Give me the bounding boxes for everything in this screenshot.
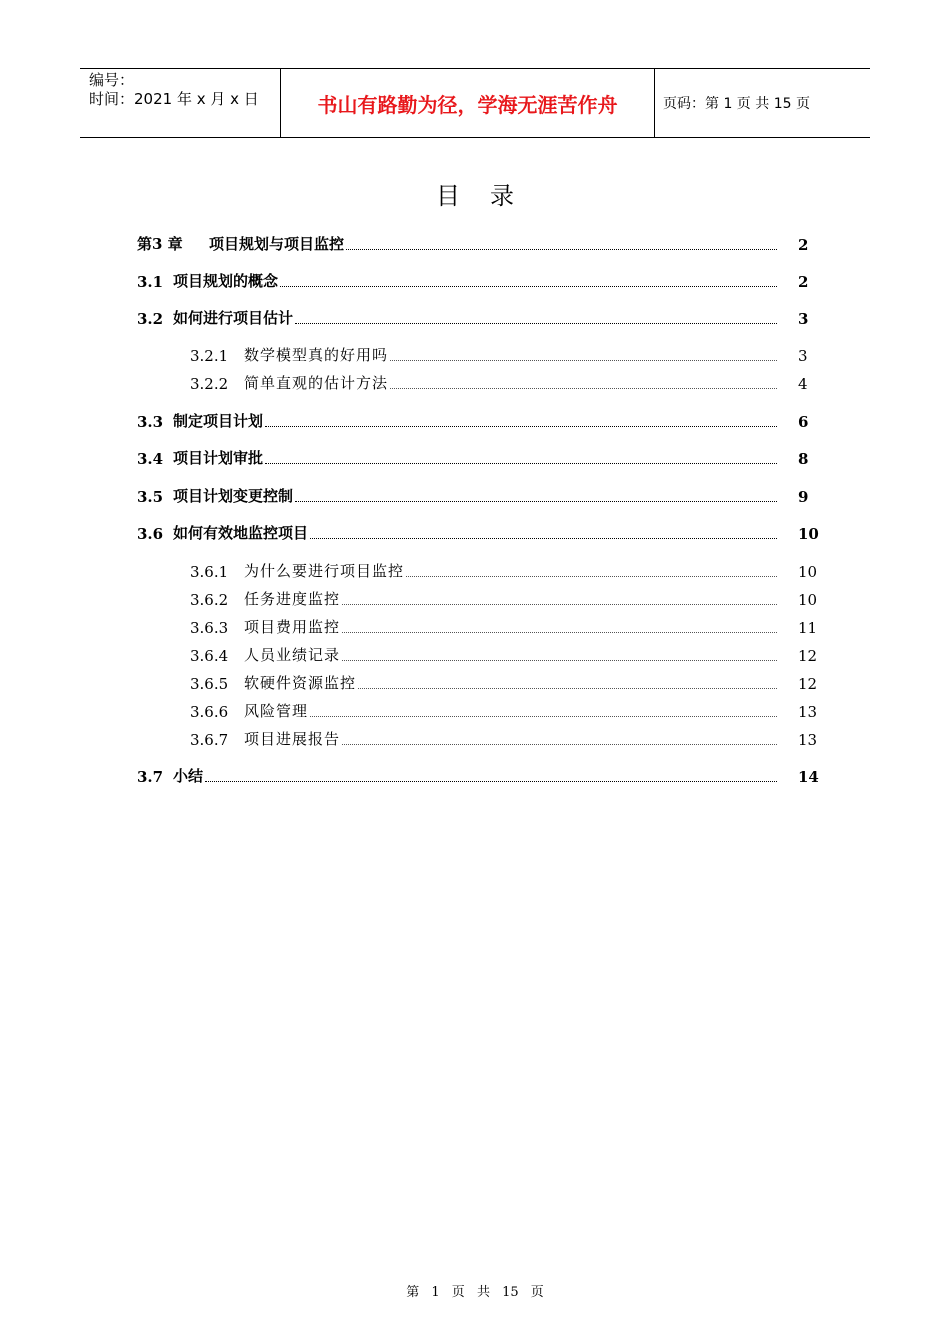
toc-entry-page: 10 bbox=[798, 563, 818, 581]
toc-entry-page: 12 bbox=[798, 647, 818, 665]
toc-entry-title: 项目规划与项目监控 bbox=[209, 235, 345, 253]
serial-number-label: 编号： bbox=[89, 71, 135, 89]
toc-dot-leader bbox=[390, 359, 777, 361]
toc-entry-title: 项目进展报告 bbox=[244, 730, 341, 748]
toc-entry[interactable] bbox=[190, 645, 818, 665]
toc-entry-page: 10 bbox=[798, 591, 818, 609]
toc-entry[interactable] bbox=[190, 373, 808, 393]
toc-dot-leader bbox=[295, 500, 777, 502]
toc-entry[interactable] bbox=[137, 308, 809, 328]
toc-entry-title: 小结 bbox=[173, 767, 204, 785]
toc-entry-page: 12 bbox=[798, 675, 818, 693]
toc-entry[interactable] bbox=[190, 561, 818, 581]
toc-entry[interactable] bbox=[190, 589, 818, 609]
toc-entry-page: 2 bbox=[798, 236, 809, 254]
toc-entry-number: 3.6.6 bbox=[190, 703, 229, 721]
toc-dot-leader bbox=[406, 575, 777, 577]
toc-dot-leader bbox=[390, 387, 777, 389]
toc-entry-title: 风险管理 bbox=[244, 702, 309, 720]
toc-entry[interactable] bbox=[137, 486, 809, 506]
toc-dot-leader bbox=[310, 537, 777, 539]
footer-current-page: 1 bbox=[431, 1285, 440, 1300]
toc-entry-title: 项目规划的概念 bbox=[173, 272, 279, 290]
footer-suffix: 页 bbox=[530, 1285, 544, 1300]
toc-entry-number: 3.6.5 bbox=[190, 675, 229, 693]
toc-entry-page: 13 bbox=[798, 703, 818, 721]
toc-dot-leader bbox=[358, 687, 777, 689]
toc-dot-leader bbox=[265, 425, 777, 427]
toc-entry-title: 项目计划审批 bbox=[173, 449, 264, 467]
toc-entry-number: 3.7 bbox=[137, 768, 164, 786]
date-label: 时间：2021 年 x 月 x 日 bbox=[89, 90, 259, 108]
toc-entry-number: 3.2.1 bbox=[190, 347, 229, 365]
toc-dot-leader bbox=[346, 248, 777, 250]
footer-prefix: 第 bbox=[406, 1285, 420, 1300]
toc-dot-leader bbox=[310, 715, 777, 717]
footer-total-pages: 15 bbox=[502, 1285, 519, 1300]
toc-entry[interactable] bbox=[137, 448, 809, 468]
toc-entry-number: 3.5 bbox=[137, 488, 164, 506]
toc-entry[interactable] bbox=[137, 411, 809, 431]
toc-entry[interactable] bbox=[190, 701, 818, 721]
toc-entry-page: 10 bbox=[798, 525, 819, 543]
toc-entry-number: 3.4 bbox=[137, 450, 164, 468]
toc-dot-leader bbox=[265, 462, 777, 464]
toc-entry[interactable] bbox=[190, 617, 818, 637]
toc-dot-leader bbox=[342, 743, 777, 745]
page-footer bbox=[0, 1281, 950, 1300]
toc-entry-number: 3.2 bbox=[137, 310, 164, 328]
toc-entry-page: 9 bbox=[798, 488, 809, 506]
toc-entry-page: 14 bbox=[798, 768, 819, 786]
toc-entry[interactable] bbox=[137, 766, 819, 786]
toc-entry-number: 3.1 bbox=[137, 273, 164, 291]
toc-entry-page: 11 bbox=[798, 619, 818, 637]
toc-entry-number: 3.6.4 bbox=[190, 647, 229, 665]
toc-entry-title: 项目费用监控 bbox=[244, 618, 341, 636]
toc-dot-leader bbox=[205, 780, 777, 782]
toc-entry-title: 如何有效地监控项目 bbox=[173, 524, 309, 542]
toc-entry-title: 如何进行项目估计 bbox=[173, 309, 294, 327]
toc-entry-number: 3.3 bbox=[137, 413, 164, 431]
toc-entry-number: 3.6.2 bbox=[190, 591, 229, 609]
toc-entry-number: 3.2.2 bbox=[190, 375, 229, 393]
toc-title: 目录 bbox=[436, 182, 544, 210]
toc-entry-title: 数学模型真的好用吗 bbox=[244, 346, 389, 364]
toc-entry-title: 为什么要进行项目监控 bbox=[244, 562, 405, 580]
toc-entry[interactable] bbox=[137, 523, 819, 543]
toc-dot-leader bbox=[342, 659, 777, 661]
toc-entry[interactable] bbox=[137, 234, 809, 254]
toc-entry-title: 任务进度监控 bbox=[244, 590, 341, 608]
toc-dot-leader bbox=[342, 631, 777, 633]
toc-entry-title: 人员业绩记录 bbox=[244, 646, 341, 664]
toc-entry-page: 6 bbox=[798, 413, 809, 431]
toc-entry-title: 制定项目计划 bbox=[173, 412, 264, 430]
toc-dot-leader bbox=[295, 322, 777, 324]
toc-entry-page: 13 bbox=[798, 731, 818, 749]
toc-entry-number: 3.6.7 bbox=[190, 731, 229, 749]
toc-entry-page: 3 bbox=[798, 347, 808, 365]
toc-entry-title: 软硬件资源监控 bbox=[244, 674, 357, 692]
toc-entry-page: 3 bbox=[798, 310, 809, 328]
toc-entry[interactable] bbox=[190, 673, 818, 693]
toc-entry-number: 3.6 bbox=[137, 525, 164, 543]
motto-text: 书山有路勤为径，学海无涯苦作舟 bbox=[317, 92, 618, 117]
toc-entry-page: 2 bbox=[798, 273, 809, 291]
header-page-info: 页码：第 1 页 共 15 页 bbox=[663, 96, 810, 112]
toc-entry-number: 3.6.3 bbox=[190, 619, 229, 637]
toc-entry-number: 第3 章 bbox=[137, 235, 183, 253]
toc-entry-title: 简单直观的估计方法 bbox=[244, 374, 389, 392]
footer-page-word: 页 bbox=[451, 1285, 465, 1300]
toc-dot-leader bbox=[280, 285, 777, 287]
toc-entry[interactable] bbox=[190, 345, 808, 365]
footer-total-prefix: 共 bbox=[476, 1285, 490, 1300]
toc-entry[interactable] bbox=[190, 729, 818, 749]
toc-entry[interactable] bbox=[137, 271, 809, 291]
toc-entry-number: 3.6.1 bbox=[190, 563, 229, 581]
toc-dot-leader bbox=[342, 603, 777, 605]
toc-entry-title: 项目计划变更控制 bbox=[173, 487, 294, 505]
toc-entry-page: 4 bbox=[798, 375, 808, 393]
toc-entry-page: 8 bbox=[798, 450, 809, 468]
